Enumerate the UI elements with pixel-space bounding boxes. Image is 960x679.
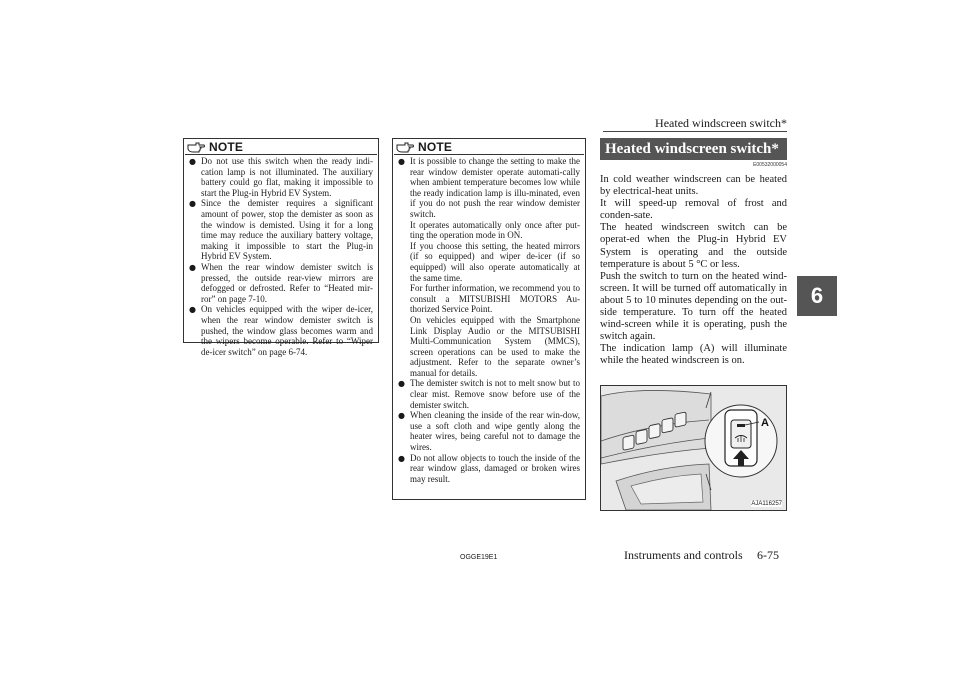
bullet-icon: ● bbox=[189, 305, 196, 315]
bullet-icon: ● bbox=[398, 157, 405, 166]
note-item bbox=[188, 156, 373, 198]
section-paragraph: The indication lamp (A) will illuminate while the heated windscreen is on. bbox=[600, 343, 787, 367]
header-title: Heated windscreen switch* bbox=[655, 116, 787, 130]
note-text: If you choose this setting, the heated mirrors (if so equipped) and wiper de-icer (if so equipped) will also operate automatically at the same time. bbox=[410, 240, 580, 283]
note-text: Since the demister requires a significant amount of power, stop the demister as soon as the window is demisted. Using it for a long time may reduce the auxiliary battery voltage, making it impossible to start the Plug-in Hybrid EV System. bbox=[201, 198, 373, 262]
section-paragraph: Push the switch to turn on the heated wind-screen. It will be turned off automatically in about 5 to 10 minutes depending on the out-side temperature. To turn off the heated wind-screen while it is operating, push the switch again. bbox=[600, 270, 787, 343]
bullet-icon: ● bbox=[398, 411, 405, 421]
note-text: Do not allow objects to touch the inside of the rear window glass, damaged or broken wires may result. bbox=[410, 452, 580, 484]
section-body bbox=[600, 174, 787, 368]
note-box-2 bbox=[392, 138, 586, 500]
switch-illustration bbox=[600, 385, 787, 511]
bullet-icon: ● bbox=[189, 262, 196, 272]
footer-section-name: Instruments and controls bbox=[624, 548, 743, 562]
figure-code: AJA116257 bbox=[751, 501, 782, 507]
note-hand-icon bbox=[396, 140, 415, 153]
header-rule bbox=[603, 131, 787, 132]
bullet-icon: ● bbox=[398, 379, 405, 389]
note-text: When cleaning the inside of the rear win-dow, use a soft cloth and wipe gently along the heater wires, being careful not to damage the wires. bbox=[410, 410, 580, 453]
note-item bbox=[397, 453, 580, 485]
footer-doc-code: OGGE19E1 bbox=[460, 554, 498, 561]
footer-page-number: 6-75 bbox=[757, 548, 779, 562]
bullet-icon: ● bbox=[189, 199, 196, 209]
callout-label: A bbox=[761, 417, 769, 429]
note-text: The demister switch is not to melt snow but to clear mist. Remove snow before use of the demister switch. bbox=[410, 378, 580, 410]
note-text: On vehicles equipped with the Smartphone Link Display Audio or the MITSUBISHI Multi-Communication System (MMCS), screen operations can be used to make the adjustment. Refer to the separate owner’s manual for details. bbox=[410, 314, 580, 378]
note-header bbox=[184, 139, 378, 154]
note-item bbox=[397, 410, 580, 452]
section-code: E00532000054 bbox=[753, 162, 787, 168]
note-box-1 bbox=[183, 138, 379, 357]
note-text: On vehicles equipped with the wiper de-icer, when the rear window demister switch is pushed, the window glass becomes warm and the wipers become operable. Refer to “Wiper de-icer switch” on page 6-74. bbox=[201, 304, 373, 357]
note-text: For further information, we recommend you to consult a MITSUBISHI MOTORS Au-thorized Service Point. bbox=[410, 283, 580, 315]
section-paragraph: In cold weather windscreen can be heated by electrical-heat units. bbox=[600, 174, 787, 198]
note-text: It is possible to change the setting to make the rear window demister operate automati-cally when ambient temperature becomes low while the ready indication lamp is illu-minated, even if you do not push the rear window demister switch. bbox=[410, 156, 580, 219]
bullet-icon: ● bbox=[398, 453, 405, 463]
note-item bbox=[188, 262, 373, 304]
note-item bbox=[397, 156, 580, 378]
dashboard-drawing bbox=[601, 386, 786, 510]
note-text: It operates automatically only once after put-ting the operation mode in ON. bbox=[410, 219, 580, 241]
note-header bbox=[393, 139, 585, 154]
bullet-icon: ● bbox=[189, 157, 196, 166]
note-text: Do not use this switch when the ready indi-cation lamp is not illuminated. The auxiliary battery could go flat, making it impossible to start the Plug-in Hybrid EV System. bbox=[201, 156, 373, 198]
note-item bbox=[188, 198, 373, 262]
section-paragraph: It will speed-up removal of frost and conden-sate. bbox=[600, 198, 787, 222]
note-hand-icon bbox=[187, 140, 206, 153]
note-text: When the rear window demister switch is pressed, the outside rear-view mirrors are defogged or defrosted. Refer to “Heated mir-ror” on page 7-10. bbox=[201, 261, 373, 304]
note-item bbox=[397, 378, 580, 410]
note-label: NOTE bbox=[418, 139, 453, 154]
chapter-tab: 6 bbox=[797, 276, 837, 316]
note-item bbox=[188, 304, 373, 357]
note-label: NOTE bbox=[209, 139, 244, 154]
section-paragraph: The heated windscreen switch can be operat-ed when the Plug-in Hybrid EV System is operating and the outside temperature is about 5 °C or less. bbox=[600, 222, 787, 270]
section-title-banner: Heated windscreen switch* bbox=[600, 138, 787, 160]
